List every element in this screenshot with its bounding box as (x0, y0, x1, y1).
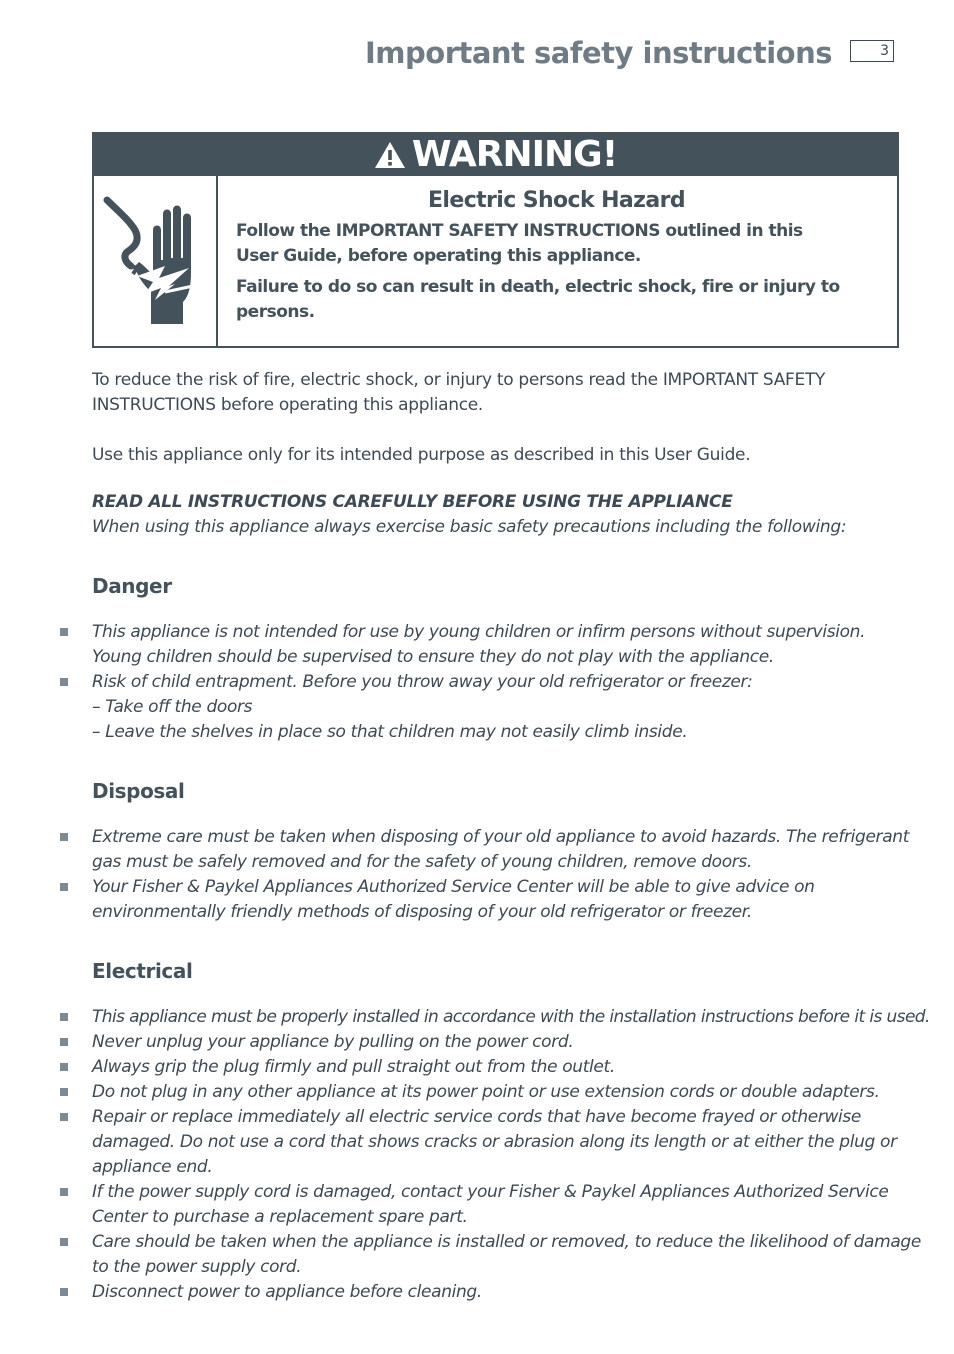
text-line: Center to purchase a replacement spare part. (92, 1207, 468, 1227)
warning-heading: WARNING! (411, 134, 618, 175)
section-heading-disposal: Disposal (92, 779, 185, 803)
list-item (92, 825, 912, 875)
warning-image-cell (94, 176, 218, 346)
text-line: Always grip the plug firmly and pull straight out from the outlet. (92, 1057, 615, 1077)
bullet-square-icon (60, 1288, 68, 1296)
list-item (92, 1030, 912, 1055)
text-line: environmentally friendly methods of disposing of your old refrigerator or freezer. (92, 902, 752, 922)
list-item (92, 1005, 930, 1030)
warning-body (94, 176, 897, 346)
list-item (92, 1105, 912, 1180)
text-line: persons. (236, 302, 315, 322)
text-line: Repair or replace immediately all electric service cords that have become frayed or otherwise (92, 1107, 862, 1127)
main-content (92, 368, 930, 1305)
list-item (92, 875, 912, 925)
section-heading-electrical: Electrical (92, 959, 193, 983)
bullet-square-icon (60, 628, 68, 636)
bullet-square-icon (60, 1113, 68, 1121)
page-number: 3 (850, 40, 894, 62)
precautions-paragraph: When using this appliance always exercise basic safety precautions including the following: (92, 517, 847, 537)
bullet-square-icon (60, 1063, 68, 1071)
text-line: This appliance is not intended for use by young children or infirm persons without supervision. (92, 622, 866, 642)
text-line: Disconnect power to appliance before cleaning. (92, 1282, 482, 1302)
text-line: User Guide, before operating this appliance. (236, 246, 641, 266)
page-title: Important safety instructions (365, 36, 832, 70)
electrical-list (92, 1005, 930, 1305)
text-line: To reduce the risk of fire, electric shock, or injury to persons read the IMPORTANT SAFETY (92, 370, 826, 390)
list-item (92, 1080, 912, 1105)
text-line: This appliance must be properly installed in accordance with the installation instructions before it is used. (92, 1007, 930, 1027)
text-line: – Take off the doors (92, 697, 253, 717)
list-item (92, 1230, 921, 1280)
warning-box (92, 132, 899, 348)
warning-paragraph (236, 275, 877, 325)
list-item (92, 1180, 912, 1230)
read-all-heading: READ ALL INSTRUCTIONS CAREFULLY BEFORE USING THE APPLIANCE (92, 492, 733, 512)
text-line: damaged. Do not use a cord that shows cracks or abrasion along its length or at either the plug or (92, 1132, 897, 1152)
text-line: INSTRUCTIONS before operating this appliance. (92, 395, 484, 415)
text-line: Risk of child entrapment. Before you throw away your old refrigerator or freezer: (92, 672, 753, 692)
text-line: appliance end. (92, 1157, 213, 1177)
intended-use-paragraph: Use this appliance only for its intended purpose as described in this User Guide. (92, 445, 751, 465)
bullet-square-icon (60, 678, 68, 686)
list-item (92, 670, 912, 745)
list-item (92, 620, 912, 670)
bullet-square-icon (60, 833, 68, 841)
bullet-square-icon (60, 1188, 68, 1196)
warning-paragraph (236, 219, 877, 269)
disposal-list (92, 825, 912, 925)
text-line: Never unplug your appliance by pulling on the power cord. (92, 1032, 574, 1052)
text-line: Extreme care must be taken when disposing of your old appliance to avoid hazards. The refrigerant (92, 827, 910, 847)
bullet-square-icon (60, 1013, 68, 1021)
text-line: Follow the IMPORTANT SAFETY INSTRUCTIONS outlined in this (236, 221, 803, 241)
warning-header (94, 134, 897, 176)
text-line: If the power supply cord is damaged, contact your Fisher & Paykel Appliances Authorized Service (92, 1182, 889, 1202)
text-line: Failure to do so can result in death, electric shock, fire or injury to (236, 277, 840, 297)
text-line: Your Fisher & Paykel Appliances Authorized Service Center will be able to give advice on (92, 877, 815, 897)
hazard-title: Electric Shock Hazard (428, 188, 685, 213)
bullet-square-icon (60, 1238, 68, 1246)
warning-triangle-icon (374, 141, 406, 169)
bullet-square-icon (60, 1088, 68, 1096)
text-line: Care should be taken when the appliance is installed or removed, to reduce the likelihood of damage (92, 1232, 921, 1252)
text-line: – Leave the shelves in place so that children may not easily climb inside. (92, 722, 688, 742)
electric-shock-hand-icon (103, 196, 207, 326)
danger-list (92, 620, 912, 745)
intro-paragraph (92, 368, 912, 418)
bullet-square-icon (60, 883, 68, 891)
text-line: gas must be safely removed and for the safety of young children, remove doors. (92, 852, 752, 872)
list-item (92, 1280, 912, 1305)
list-item (92, 1055, 912, 1080)
text-line: Young children should be supervised to ensure they do not play with the appliance. (92, 647, 774, 667)
warning-text-cell (218, 176, 897, 346)
section-heading-danger: Danger (92, 574, 172, 598)
text-line: to the power supply cord. (92, 1257, 302, 1277)
bullet-square-icon (60, 1038, 68, 1046)
text-line: Do not plug in any other appliance at its power point or use extension cords or double adapters. (92, 1082, 880, 1102)
